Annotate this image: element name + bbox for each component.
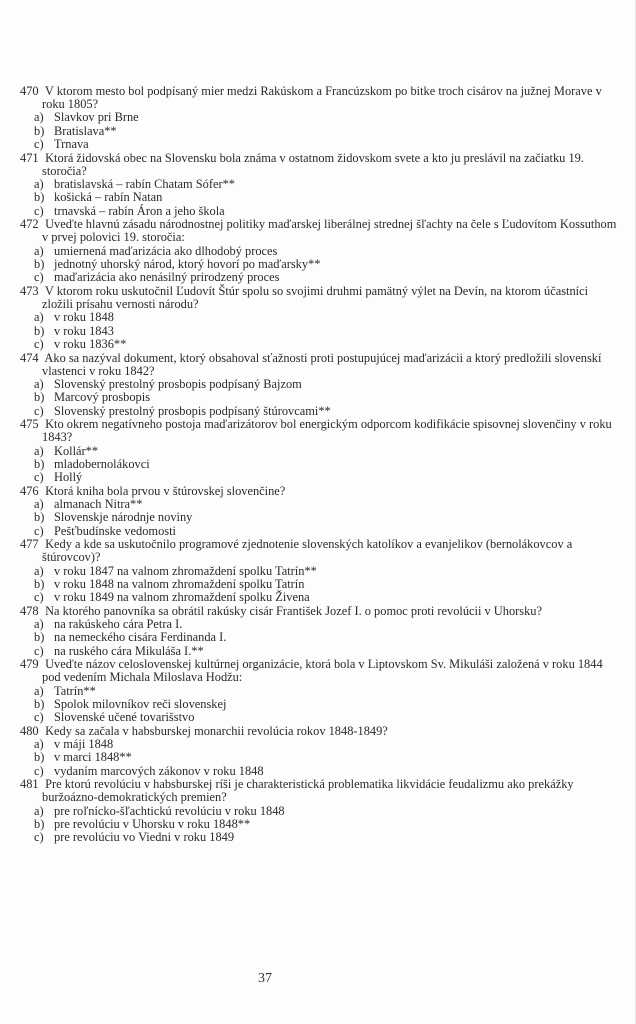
option-label: c) [34,203,44,218]
answer-option [20,751,620,764]
question-number: 480 [20,723,39,738]
option-text: umiernená maďarizácia ako dlhodobý proces [54,243,278,258]
answer-option [20,511,620,524]
question-number: 478 [20,603,39,618]
option-label: a) [34,803,44,818]
question-body: Kto okrem negatívneho postoja maďarizátorov bol energickým odporcom kodifikácie spisovnej slovenčiny v roku 1843? [42,417,612,445]
option-text: jednotný uhorský národ, ktorý hovorí po maďarsky** [54,257,321,272]
question-body: Uveďte hlavnú zásadu národnostnej politiky maďarskej liberálnej strednej šľachty na čele s Ľudovítom Kossuthom v prvej polovici 19. storočia: [42,217,617,245]
option-label: c) [34,763,44,778]
option-text: pre roľnícko-šľachtickú revolúciu v roku 1848 [54,803,285,818]
option-label: b) [34,390,45,405]
option-label: a) [34,683,44,698]
question-item [20,285,620,352]
answer-option [20,578,620,591]
option-label: b) [34,510,45,525]
option-label: a) [34,443,44,458]
answer-option [20,325,620,338]
option-label: c) [34,830,44,845]
option-text: v marci 1848** [54,750,132,765]
question-body: V ktorom roku uskutočnil Ľudovít Štúr spolu so svojimi druhmi pamätný výlet na Devín, na ktorom účastníci zložili prísahu vernosti národu? [42,283,589,312]
answer-option [20,258,620,271]
option-text: mladobernolákovci [54,456,150,471]
question-body: Kedy sa začala v habsburskej monarchii revolúcia rokov 1848-1849? [45,723,388,738]
question-text [20,152,620,178]
question-item [20,352,620,419]
option-label: b) [34,576,45,591]
option-text: v roku 1847 na valnom zhromaždení spolku Tatrín** [54,563,317,578]
answer-option [20,525,620,538]
answer-option [20,618,620,631]
question-text [20,85,620,111]
answer-option [20,271,620,284]
option-text: v roku 1843 [54,323,114,338]
option-text: v roku 1848 [54,310,114,325]
question-item [20,485,620,538]
question-item [20,85,620,152]
option-text: almanach Nitra** [54,496,143,511]
option-text: Trnava [54,137,89,152]
answer-option [20,338,620,351]
option-label: a) [34,177,44,192]
option-label: b) [34,750,45,765]
option-text: pre revolúciu v Uhorsku v roku 1848** [54,817,251,832]
option-text: v roku 1848 na valnom zhromaždení spolku Tatrín [54,576,305,591]
question-number: 474 [20,350,39,365]
option-text: košická – rabín Natan [54,190,163,205]
question-text [20,658,620,684]
option-label: a) [34,617,44,631]
question-text [20,352,620,378]
option-text: vydaním marcových zákonov v roku 1848 [54,763,264,778]
option-label: a) [34,496,44,511]
question-body: Kedy a kde sa uskutočnilo programové zjednotenie slovenských katolíkov a evanjelikov (bernolákovcov a štúrovcov)? [42,537,573,565]
option-label: b) [34,323,45,338]
option-label: c) [34,710,44,725]
question-item [20,218,620,285]
question-text [20,418,620,444]
option-label: b) [34,190,45,205]
question-number: 479 [20,657,39,672]
option-text: na ruského cára Mikuláša I.** [54,643,204,658]
question-number: 481 [20,777,39,792]
option-label: a) [34,376,44,391]
option-label: c) [34,523,44,538]
option-label: b) [34,817,45,832]
answer-option [20,191,620,204]
answer-option [20,391,620,404]
option-text: Slovenskje národnje noviny [54,510,193,525]
answer-option [20,765,620,778]
option-text: Slovenské učené tovarišstvo [54,710,195,725]
option-label: c) [34,643,44,658]
question-number: 477 [20,537,39,552]
answer-option [20,405,620,418]
question-text [20,485,620,498]
question-body: Uveďte názov celoslovenskej kultúrnej organizácie, ktorá bola v Liptovskom Sv. Mikuláši založená v roku 1844 pod vedením Michala Miloslava Hodžu: [42,657,603,685]
option-text: Hollý [54,470,83,485]
option-text: bratislavská – rabín Chatam Sófer** [54,177,235,192]
question-text [20,725,620,738]
question-list [20,85,620,845]
answer-option [20,378,620,391]
option-label: c) [34,470,44,485]
question-number: 473 [20,283,39,298]
question-number: 470 [20,84,39,98]
question-text [20,218,620,244]
answer-option [20,631,620,644]
answer-option [20,458,620,471]
option-text: trnavská – rabín Áron a jeho škola [54,203,225,218]
option-label: c) [34,590,44,605]
question-text [20,538,620,564]
page-number: 37 [258,971,272,986]
option-text: Slavkov pri Brne [54,110,139,125]
option-text: Spolok milovníkov reči slovenskej [54,697,227,712]
question-body: Ktorá kniha bola prvou v štúrovskej slovenčine? [45,483,286,498]
answer-option [20,178,620,191]
answer-option [20,591,620,604]
question-body: Pre ktorú revolúciu v habsburskej ríši je charakteristická problematika likvidácie feudalizmu ako prekážky buržoázno-demokratických premien? [42,777,574,805]
answer-option [20,738,620,751]
option-label: a) [34,737,44,752]
answer-option [20,245,620,258]
question-item [20,538,620,605]
answer-option [20,111,620,124]
question-text [20,605,620,618]
option-label: b) [34,697,45,712]
question-item [20,658,620,725]
option-label: a) [34,563,44,578]
answer-option [20,818,620,831]
option-text: na rakúskeho cára Petra I. [54,617,183,631]
answer-option [20,311,620,324]
question-body: Ktorá židovská obec na Slovensku bola známa v ostatnom židovskom svete a kto ju preslávil na začiatku 19. storočia? [42,150,584,178]
option-text: Kollár** [54,443,99,458]
answer-option [20,831,620,844]
option-label: b) [34,456,45,471]
question-text [20,778,620,804]
question-body: Na ktorého panovníka sa obrátil rakúsky cisár František Jozef I. o pomoc proti revolúcii v Uhorsku? [45,603,542,618]
question-item [20,605,620,658]
answer-option [20,565,620,578]
question-item [20,152,620,219]
answer-option [20,445,620,458]
answer-option [20,645,620,658]
option-text: maďarizácia ako nenásilný prirodzený proces [54,270,280,285]
option-text: Tatrín** [54,683,96,698]
answer-option [20,471,620,484]
option-label: b) [34,257,45,272]
option-text: Slovenský prestolný prosbopis podpísaný štúrovcami** [54,403,331,418]
option-text: Bratislava** [54,123,117,138]
option-text: Slovenský prestolný prosbopis podpísaný Bajzom [54,376,302,391]
answer-option [20,205,620,218]
answer-option [20,698,620,711]
question-item [20,418,620,485]
question-body: Ako sa nazýval dokument, ktorý obsahoval sťažnosti proti postupujúcej maďarizácii a ktorý predložili slovenskí vlastenci v roku 1842? [42,350,602,378]
question-number: 471 [20,150,39,165]
answer-option [20,685,620,698]
question-item [20,725,620,778]
option-label: a) [34,243,44,258]
option-label: c) [34,137,44,152]
option-label: c) [34,403,44,418]
question-item [20,778,620,845]
option-label: b) [34,630,45,645]
answer-option [20,805,620,818]
option-label: c) [34,270,44,285]
option-text: Marcový prosbopis [54,390,151,405]
option-text: v roku 1836** [54,337,127,352]
option-text: v máji 1848 [54,737,114,752]
option-label: c) [34,337,44,352]
answer-option [20,138,620,151]
question-body: V ktorom mesto bol podpísaný mier medzi Rakúskom a Francúzskom po bitke troch cisárov na južnej Morave v roku 1805? [42,84,602,112]
answer-option [20,711,620,724]
answer-option [20,125,620,138]
option-label: a) [34,110,44,125]
option-text: v roku 1849 na valnom zhromaždení spolku Živena [54,590,310,605]
question-number: 475 [20,417,39,432]
option-text: pre revolúciu vo Viedni v roku 1849 [54,830,235,845]
option-label: b) [34,123,45,138]
question-number: 476 [20,483,39,498]
option-text: Pešťbudínske vedomosti [54,523,176,538]
question-number: 472 [20,217,39,232]
option-label: a) [34,310,44,325]
option-text: na nemeckého cisára Ferdinanda I. [54,630,227,645]
question-text [20,285,620,311]
answer-option [20,498,620,511]
